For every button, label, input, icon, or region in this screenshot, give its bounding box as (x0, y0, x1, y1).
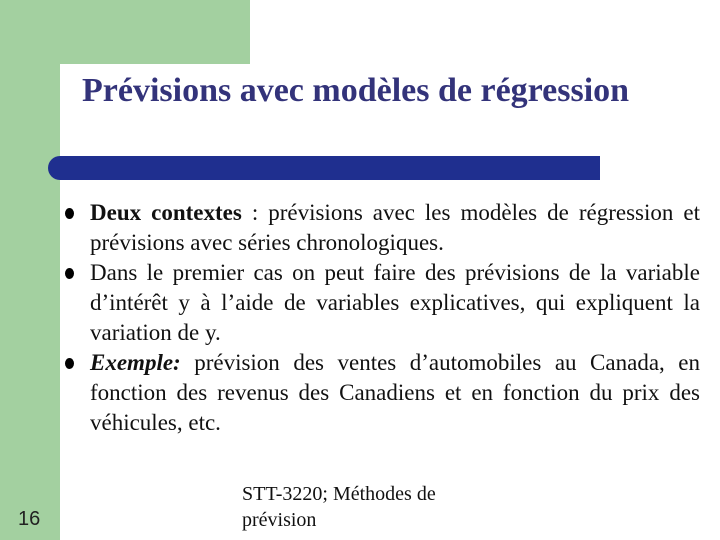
bullet-list (62, 198, 700, 438)
bullet-item-example (62, 348, 700, 438)
bullet-lead-example: Exemple: (90, 350, 181, 375)
bullet-lead-contexts: Deux contextes (90, 200, 242, 225)
bullet-dot-icon (65, 268, 74, 279)
bullet-text-first-case: Dans le premier cas on peut faire des prévisions de la variable d’intérêt y à l’aide de variables explicatives, qui expliquent la variation de y. (90, 260, 700, 345)
title-divider-bar (48, 156, 600, 180)
slide-title: Prévisions avec modèles de régression (82, 72, 630, 109)
bullet-text-example: prévision des ventes d’automobiles au Canada, en fonction des revenus des Canadiens et en fonction du prix des véhicules, etc. (90, 350, 700, 435)
bullet-item-first-case (62, 258, 700, 348)
bullet-dot-icon (65, 358, 74, 369)
bullet-dot-icon (65, 208, 74, 219)
bullet-item-contexts (62, 198, 700, 258)
slide-number: 16 (18, 508, 41, 530)
bullet-text-contexts: : prévisions avec les modèles de régression et prévisions avec séries chronologiques. (90, 200, 700, 255)
footer-course-label: STT-3220; Méthodes de prévision (242, 483, 436, 531)
top-accent-block (60, 0, 250, 64)
left-accent-bar (0, 0, 60, 540)
